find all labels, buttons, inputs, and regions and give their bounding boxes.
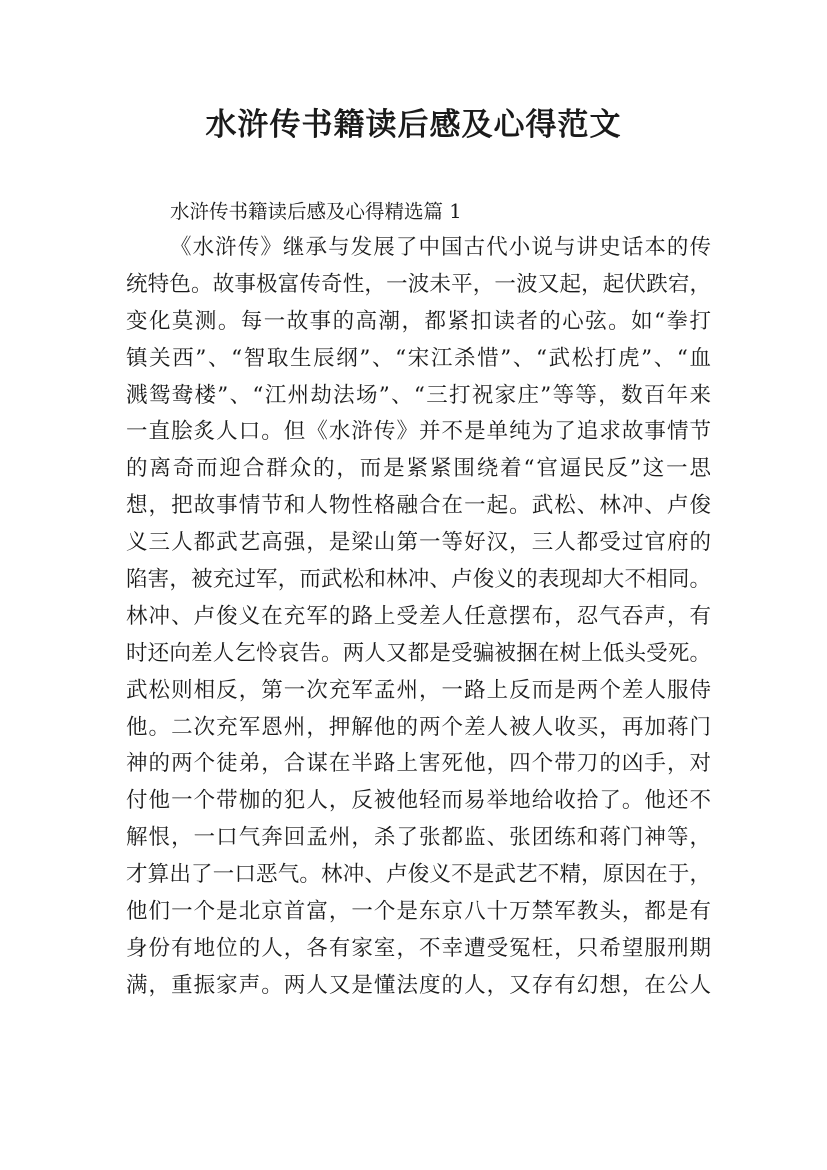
text-line: 林冲、卢俊义在充军的路上受差人任意摆布，忍气吞声，有 — [126, 603, 711, 629]
text-line: 他们一个是北京首富，一个是东京八十万禁军教头，都是有 — [126, 899, 711, 925]
text-line: 镇关西”、“智取生辰纲”、“宋江杀惜”、“武松打虎”、“血 — [126, 345, 711, 371]
text-line: 统特色。故事极富传奇性，一波未平，一波又起，起伏跌宕， — [126, 271, 711, 297]
text-line: 身份有地位的人，各有家室，不幸遭受冤枉，只希望服刑期 — [126, 935, 711, 961]
text-line: 《水浒传》继承与发展了中国古代小说与讲史话本的传 — [170, 235, 711, 260]
text-line: 神的两个徒弟，合谋在半路上害死他，四个带刀的凶手，对 — [126, 751, 711, 777]
text-line: 解恨，一口气奔回孟州，杀了张都监、张团练和蒋门神等， — [126, 825, 711, 851]
text-line: 武松则相反，第一次充军孟州，一路上反而是两个差人服侍 — [126, 677, 711, 703]
text-line: 他。二次充军恩州，押解他的两个差人被人收买，再加蒋门 — [126, 714, 711, 740]
text-line: 满，重振家声。两人又是懂法度的人，又存有幻想，在公人 — [126, 972, 711, 998]
text-line: 才算出了一口恶气。林冲、卢俊义不是武艺不精，原因在于， — [126, 862, 711, 888]
text-line: 溅鸳鸯楼”、“江州劫法场”、“三打祝家庄”等等，数百年来 — [126, 382, 711, 408]
text-line: 的离奇而迎合群众的，而是紧紧围绕着“官逼民反”这一思 — [126, 456, 711, 482]
body-text — [126, 230, 711, 1005]
text-line: 义三人都武艺高强，是梁山第一等好汉，三人都受过官府的 — [126, 530, 711, 556]
text-line: 陷害，被充过军，而武松和林冲、卢俊义的表现却大不相同。 — [126, 567, 711, 593]
text-line: 时还向差人乞怜哀告。两人又都是受骗被捆在树上低头受死。 — [126, 640, 711, 666]
text-line: 变化莫测。每一故事的高潮，都紧扣读者的心弦。如“拳打 — [126, 308, 711, 334]
text-line: 一直脍炙人口。但《水浒传》并不是单纯为了追求故事情节 — [126, 419, 711, 445]
text-line: 想，把故事情节和人物性格融合在一起。武松、林冲、卢俊 — [126, 493, 711, 519]
document-title: 水浒传书籍读后感及心得范文 — [205, 107, 622, 143]
text-line: 付他一个带枷的犯人，反被他轻而易举地给收拾了。他还不 — [126, 788, 711, 814]
section-heading: 水浒传书籍读后感及心得精选篇 1 — [170, 200, 462, 223]
